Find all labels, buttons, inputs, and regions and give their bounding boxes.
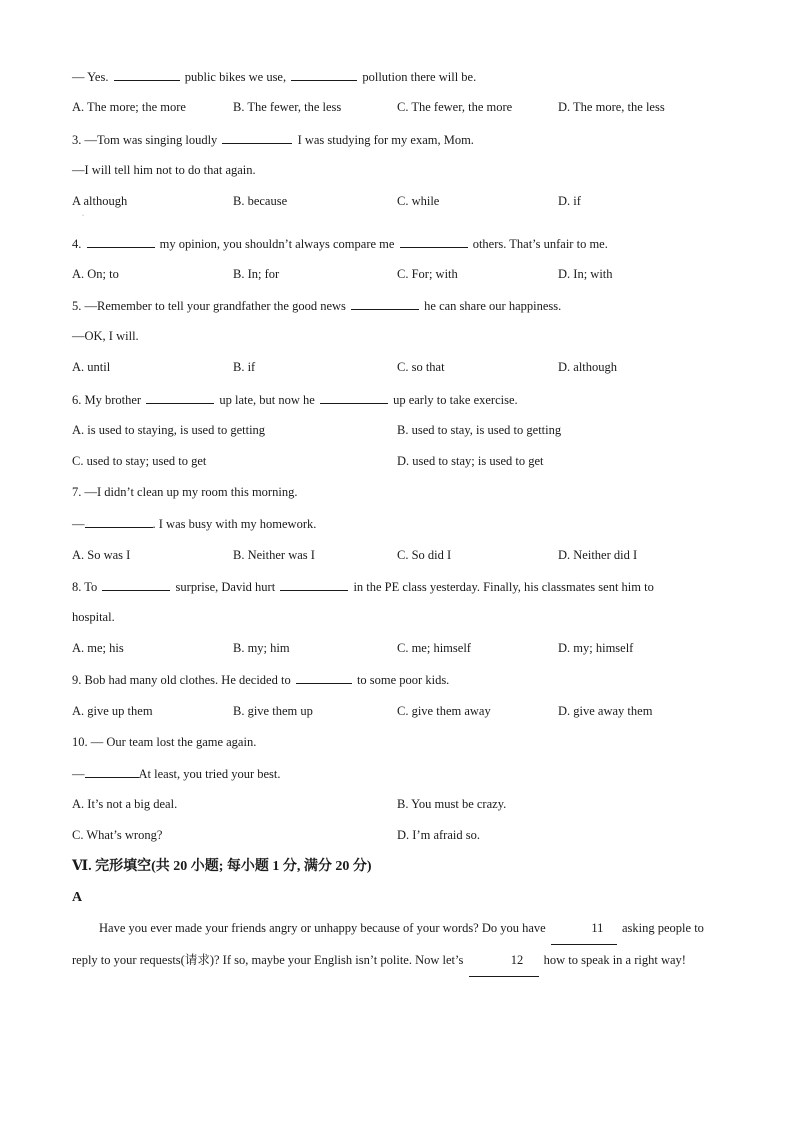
answer-blank[interactable] [102,578,170,591]
q5-stem [72,297,561,314]
q6-option-d[interactable]: D. used to stay; is used to get [397,454,544,468]
answer-blank[interactable] [320,391,388,404]
q6-stem-part: 6. My brother [72,393,145,407]
q7-option-b[interactable]: B. Neither was I [233,548,315,562]
q7-reply-part: . I was busy with my homework. [152,517,317,531]
answer-blank[interactable] [400,235,468,248]
q8-stem-part: 8. To [72,580,101,594]
q2-stem [72,68,476,85]
q7-option-d[interactable]: D. Neither did I [558,548,638,562]
q4-option-b[interactable]: B. In; for [233,267,280,281]
q4-stem-part: 4. [72,237,85,251]
q2-stem-part: pollution there will be. [359,70,477,84]
q8-option-a[interactable]: A. me; his [72,641,124,655]
q8-stem [72,578,654,595]
q3-reply: —I will tell him not to do that again. [72,163,256,177]
q4-option-d[interactable]: D. In; with [558,267,613,281]
answer-blank[interactable] [87,235,155,248]
q3-option-c[interactable]: C. while [397,194,440,208]
q2-option-d[interactable]: D. The more, the less [558,100,665,114]
q10-stem: 10. — Our team lost the game again. [72,735,257,749]
q8-option-b[interactable]: B. my; him [233,641,290,655]
q3-option-b[interactable]: B. because [233,194,288,208]
q10-reply-part: — [72,767,85,781]
q10-option-a[interactable]: A. It’s not a big deal. [72,797,178,811]
q3-stem-part: I was studying for my exam, Mom. [294,133,474,147]
q8-option-d[interactable]: D. my; himself [558,641,634,655]
cloze-blank-11[interactable]: 11 [551,913,617,945]
q6-stem-part: up early to take exercise. [389,393,518,407]
q5-stem-part: he can share our happiness. [421,299,562,313]
q5-stem-part: 5. —Remember to tell your grandfather the good news [72,299,350,313]
section-part-label: A [72,890,83,905]
q8-stem-part: surprise, David hurt [172,580,279,594]
passage-text: Have you ever made your friends angry or unhappy because of your words? Do you have [99,921,549,935]
passage-text: asking people to reply to your requests(请求)? If so, maybe your English isn’t polite. Now let’s [72,921,704,967]
q10-reply-part: At least, you tried your best. [138,767,281,781]
q2-option-a[interactable]: A. The more; the more [72,100,186,114]
q3-stem [72,131,474,148]
q2-stem-part: public bikes we use, [181,70,290,84]
q6-stem [72,391,518,408]
q4-option-a[interactable]: A. On; to [72,267,119,281]
cloze-blank-12[interactable]: 12 [469,945,539,977]
q9-stem-part: 9. Bob had many old clothes. He decided to [72,673,294,687]
answer-blank[interactable] [146,391,214,404]
answer-blank[interactable] [296,671,352,684]
q6-option-c[interactable]: C. used to stay; used to get [72,454,207,468]
q9-stem [72,671,449,688]
answer-blank[interactable] [114,68,180,81]
q2-option-b[interactable]: B. The fewer, the less [233,100,342,114]
q5-option-b[interactable]: B. if [233,360,256,374]
q7-reply [72,515,316,532]
q7-reply-part: — [72,517,85,531]
q2-stem-part: — Yes. [72,70,112,84]
q10-option-d[interactable]: D. I’m afraid so. [397,828,480,842]
q8-stem-part: in the PE class yesterday. Finally, his classmates sent him to [350,580,654,594]
q5-option-a[interactable]: A. until [72,360,111,374]
q4-stem [72,235,608,252]
q7-stem: 7. —I didn’t clean up my room this morning. [72,485,298,499]
q9-option-c[interactable]: C. give them away [397,704,491,718]
answer-blank[interactable] [280,578,348,591]
q3-option-a[interactable]: A although [72,194,128,208]
q4-stem-part: others. That’s unfair to me. [469,237,608,251]
stray-dot: · [82,213,84,219]
q10-reply [72,765,281,782]
q8-stem-continued: hospital. [72,610,115,624]
q6-stem-part: up late, but now he [216,393,318,407]
answer-blank[interactable] [291,68,357,81]
q9-stem-part: to some poor kids. [353,673,450,687]
q9-option-b[interactable]: B. give them up [233,704,313,718]
q6-option-a[interactable]: A. is used to staying, is used to getting [72,423,266,437]
answer-blank[interactable] [85,765,139,778]
q9-option-d[interactable]: D. give away them [558,704,653,718]
q6-option-b[interactable]: B. used to stay, is used to getting [397,423,562,437]
q10-option-b[interactable]: B. You must be crazy. [397,797,507,811]
q7-option-a[interactable]: A. So was I [72,548,131,562]
q9-option-a[interactable]: A. give up them [72,704,153,718]
q2-option-c[interactable]: C. The fewer, the more [397,100,513,114]
passage-paragraph [72,913,724,977]
section-title: Ⅵ. 完形填空(共 20 小题; 每小题 1 分, 满分 20 分) [72,859,372,874]
answer-blank[interactable] [85,515,153,528]
q5-reply: —OK, I will. [72,329,139,343]
q5-option-d[interactable]: D. although [558,360,618,374]
q7-option-c[interactable]: C. So did I [397,548,452,562]
q4-stem-part: my opinion, you shouldn’t always compare me [156,237,398,251]
passage-text: how to speak in a right way! [540,953,686,967]
q5-option-c[interactable]: C. so that [397,360,445,374]
q3-option-d[interactable]: D. if [558,194,581,208]
answer-blank[interactable] [351,297,419,310]
q10-option-c[interactable]: C. What’s wrong? [72,828,163,842]
q4-option-c[interactable]: C. For; with [397,267,458,281]
q8-option-c[interactable]: C. me; himself [397,641,471,655]
q3-stem-part: 3. —Tom was singing loudly [72,133,221,147]
answer-blank[interactable] [222,131,292,144]
